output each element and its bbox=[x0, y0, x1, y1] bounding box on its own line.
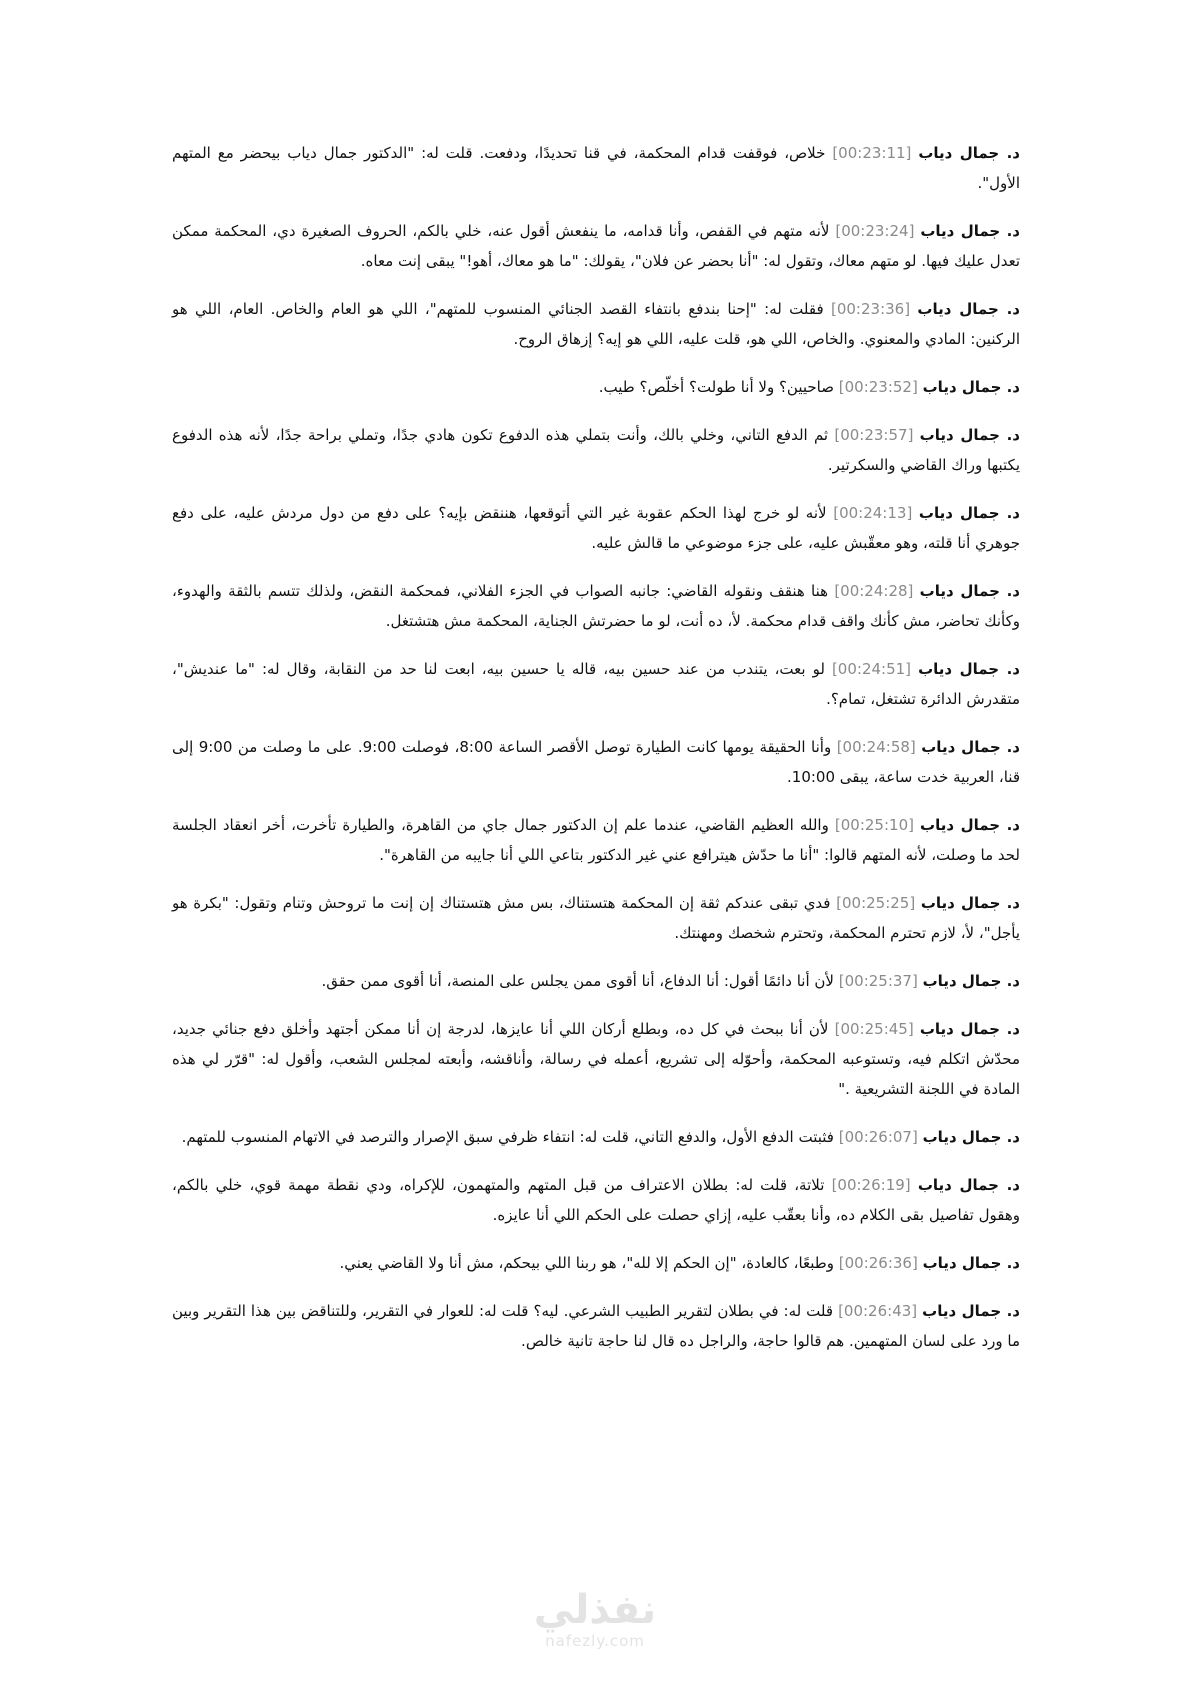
paragraph-text: فقلت له: "إحنا بندفع بانتفاء القصد الجنائي المنسوب للمتهم"، اللي هو العام والخاص. العام، اللي هو الركنين: المادي والمعنوي. والخاص، اللي هو، قلت عليه، اللي هو إيه؟ إزهاق الروح. bbox=[172, 300, 1020, 348]
speaker-name: د. جمال دياب bbox=[919, 582, 1020, 600]
speaker-name: د. جمال دياب bbox=[919, 426, 1020, 444]
watermark-url: nafezly.com bbox=[545, 1632, 645, 1650]
timestamp: [00:25:10] bbox=[834, 816, 914, 834]
timestamp: [00:23:52] bbox=[838, 378, 918, 396]
timestamp: [00:23:57] bbox=[834, 426, 914, 444]
speaker-name: د. جمال دياب bbox=[922, 972, 1020, 990]
transcript-paragraph bbox=[172, 498, 1020, 558]
paragraph-text: والله العظيم القاضي، عندما علم إن الدكتور جمال جاي من القاهرة، والطيارة تأخرت، أخر انعقاد الجلسة لحد ما وصلت، لأنه المتهم قالوا: "أنا ما حدّش هيترافع عني غير الدكتور بتاعي اللي أنا جايبه من القاهرة". bbox=[172, 816, 1020, 864]
transcript-paragraph bbox=[172, 888, 1020, 948]
speaker-name: د. جمال دياب bbox=[918, 504, 1021, 522]
timestamp: [00:23:11] bbox=[832, 144, 912, 162]
speaker-name: د. جمال دياب bbox=[922, 378, 1020, 396]
paragraph-text: وأنا الحقيقة يومها كانت الطيارة توصل الأقصر الساعة 8:00، فوصلت 9:00. على ما وصلت من 9:00 إلى قنا، العربية خدت ساعة، يبقى 10:00. bbox=[172, 738, 1020, 786]
speaker-name: د. جمال دياب bbox=[918, 144, 1020, 162]
transcript-paragraph bbox=[172, 1296, 1020, 1356]
timestamp: [00:26:36] bbox=[838, 1254, 918, 1272]
watermark bbox=[0, 1588, 1190, 1650]
paragraph-text: لأنه لو خرج لهذا الحكم عقوبة غير التي أتوقعها، هننقض بإيه؟ على دفع من دول مردش عليه، على دفع جوهري أنا قلته، وهو معقّبش عليه، على جزء موضوعي ما قالش عليه. bbox=[172, 504, 1020, 552]
paragraph-text: لأن أنا دائمًا أقول: أنا الدفاع، أنا أقوى ممن يجلس على المنصة، أنا أقوى ممن حقق. bbox=[321, 972, 834, 990]
timestamp: [00:25:45] bbox=[834, 1020, 914, 1038]
paragraph-text: لو بعت، يتندب من عند حسين بيه، قاله يا حسين بيه، ابعت لنا حد من النقابة، وقال له: "ما عنديش"، متقدرش الدائرة تشتغل، تمام؟. bbox=[172, 660, 1020, 708]
transcript-paragraph bbox=[172, 420, 1020, 480]
paragraph-text: وطبعًا، كالعادة، "إن الحكم إلا لله"، هو ربنا اللي بيحكم، مش أنا ولا القاضي يعني. bbox=[339, 1254, 834, 1272]
transcript bbox=[172, 138, 1020, 1374]
timestamp: [00:25:37] bbox=[838, 972, 918, 990]
speaker-name: د. جمال دياب bbox=[920, 894, 1020, 912]
paragraph-text: فدي تبقى عندكم ثقة إن المحكمة هتستناك، بس مش هتستناك إن إنت ما تروحش وتنام وتقول: "بكرة هو يأجل"، لأ، لازم تحترم المحكمة، وتحترم شخصك ومهنتك. bbox=[172, 894, 1020, 942]
paragraph-text: خلاص، فوقفت قدام المحكمة، في قنا تحديدًا، ودفعت. قلت له: "الدكتور جمال دياب بيحضر مع المتهم الأول". bbox=[172, 144, 1020, 192]
paragraph-text: صاحيين؟ ولا أنا طولت؟ أخلّص؟ طيب. bbox=[598, 378, 834, 396]
paragraph-text: فثبتت الدفع الأول، والدفع التاني، قلت له: انتفاء ظرفي سبق الإصرار والترصد في الاتهام المنسوب للمتهم. bbox=[181, 1128, 834, 1146]
paragraph-text: قلت له: في بطلان لتقرير الطبيب الشرعي. ليه؟ قلت له: للعوار في التقرير، وللتناقض بين هذا التقرير وبين ما ورد على لسان المتهمين. هم قالوا حاجة، والراجل ده قال لنا حاجة تانية خالص. bbox=[172, 1302, 1020, 1350]
speaker-name: د. جمال دياب bbox=[919, 1020, 1020, 1038]
transcript-paragraph bbox=[172, 294, 1020, 354]
speaker-name: د. جمال دياب bbox=[920, 816, 1020, 834]
speaker-name: د. جمال دياب bbox=[920, 222, 1020, 240]
transcript-paragraph bbox=[172, 966, 1020, 996]
speaker-name: د. جمال دياب bbox=[917, 1176, 1020, 1194]
speaker-name: د. جمال دياب bbox=[922, 1254, 1020, 1272]
timestamp: [00:24:28] bbox=[834, 582, 914, 600]
paragraph-text: تلاتة، قلت له: بطلان الاعتراف من قبل المتهم والمتهمون، للإكراه، ودي نقطة مهمة قوي، خلي بالكم، وهقول تفاصيل بقى الكلام ده، وأنا بعقّب عليه، إزاي حصلت على الحكم اللي أنا عايزه. bbox=[172, 1176, 1020, 1224]
timestamp: [00:26:43] bbox=[838, 1302, 918, 1320]
transcript-paragraph bbox=[172, 1170, 1020, 1230]
transcript-paragraph bbox=[172, 810, 1020, 870]
paragraph-text: هنا هنقف ونقوله القاضي: جانبه الصواب في الجزء الفلاني، فمحكمة النقض، ولذلك تتسم بالثقة والهدوء، وكأنك تحاضر، مش كأنك واقف قدام محكمة. لأ، ده أنت، لو ما حضرتش الجناية، المحكمة مش هتشتغل. bbox=[172, 582, 1020, 630]
speaker-name: د. جمال دياب bbox=[921, 738, 1020, 756]
timestamp: [00:24:58] bbox=[836, 738, 916, 756]
timestamp: [00:24:51] bbox=[831, 660, 912, 678]
transcript-paragraph bbox=[172, 372, 1020, 402]
speaker-name: د. جمال دياب bbox=[917, 300, 1020, 318]
speaker-name: د. جمال دياب bbox=[922, 1128, 1020, 1146]
timestamp: [00:24:13] bbox=[833, 504, 913, 522]
timestamp: [00:26:19] bbox=[831, 1176, 911, 1194]
timestamp: [00:23:36] bbox=[830, 300, 911, 318]
transcript-paragraph bbox=[172, 216, 1020, 276]
timestamp: [00:25:25] bbox=[836, 894, 916, 912]
transcript-paragraph bbox=[172, 1122, 1020, 1152]
speaker-name: د. جمال دياب bbox=[918, 660, 1020, 678]
watermark-logo: نفذلي bbox=[533, 1587, 657, 1633]
transcript-paragraph bbox=[172, 1014, 1020, 1104]
paragraph-text: لأنه متهم في القفص، وأنا قدامه، ما ينفعش أقول عنه، خلي بالكم، الحروف الصغيرة دي، المحكمة ممكن تعدل عليك فيها. لو متهم معاك، وتقول له: "أنا بحضر عن فلان"، يقولك: "ما هو معاك، أهو!" يبقى إنت معاه. bbox=[172, 222, 1020, 270]
transcript-paragraph bbox=[172, 576, 1020, 636]
timestamp: [00:26:07] bbox=[838, 1128, 918, 1146]
paragraph-text: ثم الدفع التاني، وخلي بالك، وأنت بتملي هذه الدفوع تكون هادي جدًا، وتملي براحة جدًا، لأنه هذه الدفوع يكتبها وراك القاضي والسكرتير. bbox=[172, 426, 1020, 474]
speaker-name: د. جمال دياب bbox=[922, 1302, 1020, 1320]
timestamp: [00:23:24] bbox=[835, 222, 915, 240]
transcript-paragraph bbox=[172, 654, 1020, 714]
transcript-paragraph bbox=[172, 1248, 1020, 1278]
paragraph-text: لأن أنا ببحث في كل ده، وبطلع أركان اللي أنا عايزها، لدرجة إن أنا ممكن أجتهد وأخلق دفع جنائي جديد، محدّش اتكلم فيه، وتستوعبه المحكمة، وأحوّله إلى تشريع، أعمله في رسالة، وأناقشه، وأبعته لمجلس الشعب، وأقول له: "قرّر لي هذه المادة في اللجنة التشريعية ." bbox=[172, 1020, 1020, 1098]
transcript-paragraph bbox=[172, 138, 1020, 198]
transcript-paragraph bbox=[172, 732, 1020, 792]
